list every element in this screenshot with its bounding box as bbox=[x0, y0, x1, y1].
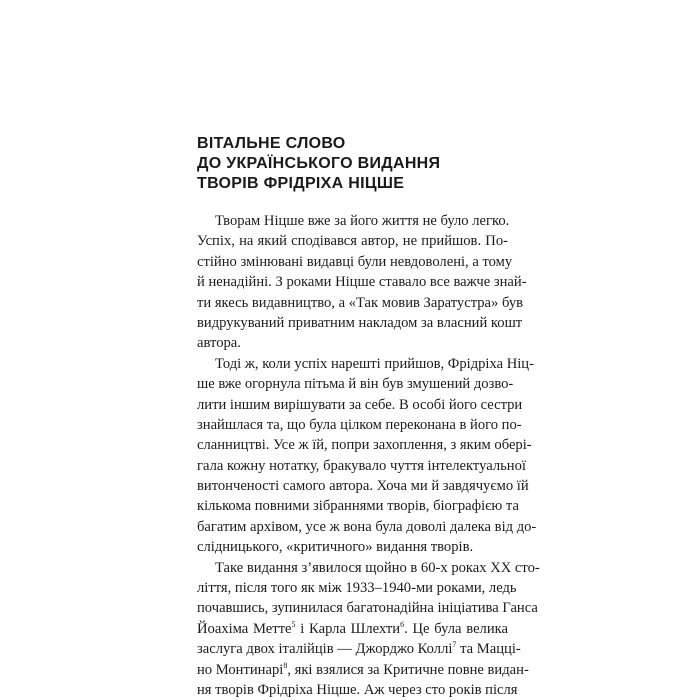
p3-line-6-a: но Монтинарі bbox=[197, 661, 284, 678]
p2-line-2: ше вже огорнула пітьма й він був змушений дозво- bbox=[197, 376, 514, 393]
footnote-ref-7: 7 bbox=[452, 640, 457, 650]
p1-line-4: й ненадійні. З роками Ніцше ставало все важче знай- bbox=[197, 274, 527, 291]
p2-line-10: слідницького, «критичного» видання творів. bbox=[197, 539, 474, 556]
p2-line-5: сланництві. Усе ж їй, попри захоплення, з яким обері- bbox=[197, 437, 532, 454]
title-line-2: ДО УКРАЇНСЬКОГО ВИДАННЯ bbox=[197, 155, 441, 172]
p1-line-1: Творам Ніцше вже за його життя не було легко. bbox=[215, 213, 510, 229]
p3-line-7: ня творів Фрідріха Ніцше. Аж через сто років після bbox=[197, 681, 518, 698]
p3-line-4-a: Йоахіма Метте bbox=[197, 620, 292, 637]
footnote-ref-8: 8 bbox=[283, 660, 288, 670]
p3-line-5 bbox=[197, 639, 521, 659]
p2-line-3: лити іншим вирішувати за себе. В особі його сестри bbox=[197, 396, 523, 413]
p3-line-4 bbox=[197, 619, 508, 639]
body-text bbox=[197, 211, 540, 700]
p2-line-7: витонченості самого автора. Хоча ми й завдячуємо їй bbox=[197, 478, 529, 495]
footnote-ref-6: 6 bbox=[400, 619, 405, 629]
p2-line-9: багатим архівом, усе ж вона була доволі далека від до- bbox=[197, 518, 537, 535]
p3-line-1: Таке видання з’явилося щойно в 60-х роках XX сто- bbox=[215, 559, 540, 576]
p3-line-6 bbox=[197, 660, 529, 680]
p1-line-5: ти якесь видавництво, а «Так мовив Заратустра» був bbox=[197, 294, 524, 311]
footnote-ref-5: 5 bbox=[291, 619, 296, 629]
p2-line-6: гала кожну нотатку, бракувало чуття інтелектуальної bbox=[197, 457, 526, 474]
chapter-title bbox=[197, 134, 517, 194]
p3-line-5-a: заслуга двох італійців — Джорджо Коллі bbox=[197, 641, 453, 658]
p2-line-4: знайшлася та, що була цілком переконана в його по- bbox=[197, 416, 522, 433]
p1-line-3: стійно змінювані видавці були невдоволені, а тому bbox=[197, 253, 513, 270]
p2-line-8: кількома повними зібраннями творів, біографією та bbox=[197, 498, 519, 515]
p3-line-5-b: та Мацці- bbox=[456, 641, 521, 658]
p3-line-2: ліття, після того як між 1933–1940-ми роками, ледь bbox=[197, 580, 517, 597]
p1-line-6: видрукуваний приватним накладом за власний кошт bbox=[197, 314, 523, 331]
p3-line-6-b: , які взялися за Критичне повне видан- bbox=[287, 661, 529, 678]
p3-line-4-c: . Це була велика bbox=[404, 620, 508, 637]
p1-line-7: автора. bbox=[197, 335, 241, 352]
p1-line-2: Успіх, на який сподівався автор, не прийшов. По- bbox=[197, 233, 508, 250]
p2-line-1: Тоді ж, коли успіх нарешті прийшов, Фрідріха Ніц- bbox=[215, 355, 534, 372]
p3-line-3: почавшись, зупинилася багатонадійна ініціатива Ганса bbox=[197, 600, 538, 617]
title-line-3: ТВОРІВ ФРІДРІХА НІЦШЕ bbox=[197, 175, 405, 192]
p3-line-4-b: і Карла Шлехти bbox=[295, 620, 401, 637]
title-line-1: ВІТАЛЬНЕ СЛОВО bbox=[197, 135, 346, 152]
